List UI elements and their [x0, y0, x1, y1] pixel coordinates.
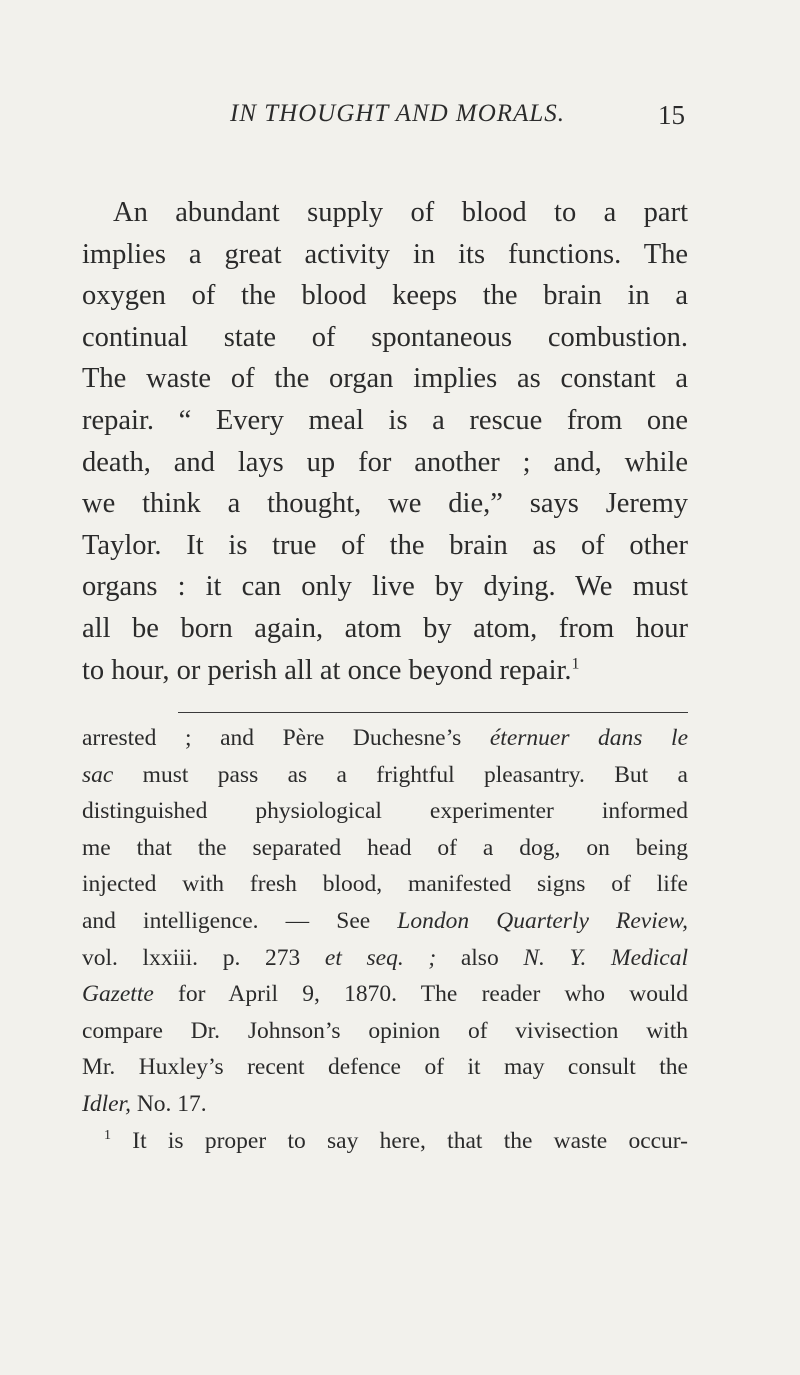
- footnote-marker: 1: [104, 1127, 111, 1143]
- paragraph-line: death, and lays up for another ; and, while: [82, 446, 688, 478]
- footnote-line: [82, 1086, 688, 1123]
- footnote-italic: éternuer dans le: [489, 725, 688, 751]
- footnote-italic: sac: [82, 761, 114, 788]
- footnote-italic: N. Y. Medical: [523, 944, 688, 971]
- footnote-line: [82, 757, 688, 794]
- paragraph-line: organs : it can only live by dying. We must: [82, 571, 688, 603]
- footnote-italic: Idler,: [82, 1090, 131, 1117]
- footnote-line: [82, 720, 688, 757]
- paragraph-line: repair. “ Every meal is a rescue from one: [82, 404, 688, 436]
- footnote-text: vol. lxxiii. p. 273: [82, 944, 325, 971]
- paragraph-line: continual state of spontaneous combustion.: [82, 321, 688, 353]
- paragraph-line: Taylor. It is true of the brain as of other: [82, 529, 688, 561]
- footnote-reference: 1: [571, 655, 580, 673]
- running-head: [230, 100, 685, 140]
- footnote-text: arrested ; and Père Duchesne’s: [82, 725, 490, 751]
- footnote-italic: Gazette: [82, 981, 154, 1008]
- paragraph-line: An abundant supply of blood to a part: [113, 197, 688, 228]
- footnote-line: [82, 976, 688, 1013]
- footnote-line: compare Dr. Johnson’s opinion of vivisection with: [82, 1017, 688, 1044]
- footnote-divider: [178, 712, 688, 713]
- footnote-line: Mr. Huxley’s recent defence of it may consult the: [82, 1054, 688, 1081]
- footnote-line: [82, 940, 688, 977]
- footnote-1: [82, 1123, 688, 1160]
- paragraph-line: implies a great activity in its functions. The: [82, 238, 688, 270]
- footnote-text: for April 9, 1870. The reader who would: [153, 981, 688, 1008]
- paragraph-line-last: [82, 650, 688, 692]
- paragraph-line: The waste of the organ implies as constant a: [82, 363, 688, 395]
- footnote-line: me that the separated head of a dog, on being: [82, 834, 688, 861]
- page-number: 15: [658, 100, 685, 130]
- footnote-text: also: [436, 944, 524, 971]
- footnote-line: injected with fresh blood, manifested signs of life: [82, 871, 688, 898]
- paragraph-line-text: to hour, or perish all at once beyond repair.: [82, 654, 572, 686]
- paragraph-line: all be born again, atom by atom, from hour: [82, 612, 688, 644]
- paragraph-line: oxygen of the blood keeps the brain in a: [82, 280, 688, 312]
- main-paragraph: [82, 192, 688, 691]
- footnote-italic: London Quarterly Review,: [397, 907, 688, 934]
- paragraph-line: we think a thought, we die,” says Jeremy: [82, 488, 688, 520]
- footnote-text: It is proper to say here, that the waste occur-: [111, 1127, 688, 1154]
- footnote-text: and intelligence. — See: [82, 907, 398, 934]
- footnote-line: [82, 903, 688, 940]
- footnote-italic: et seq. ;: [324, 944, 437, 971]
- footnotes: [82, 720, 688, 1159]
- footnote-text: must pass as a frightful pleasantry. But a: [113, 761, 688, 788]
- footnote-line: distinguished physiological experimenter informed: [82, 798, 688, 825]
- footnote-text: No. 17.: [130, 1090, 207, 1117]
- running-title: IN THOUGHT AND MORALS.: [230, 100, 566, 127]
